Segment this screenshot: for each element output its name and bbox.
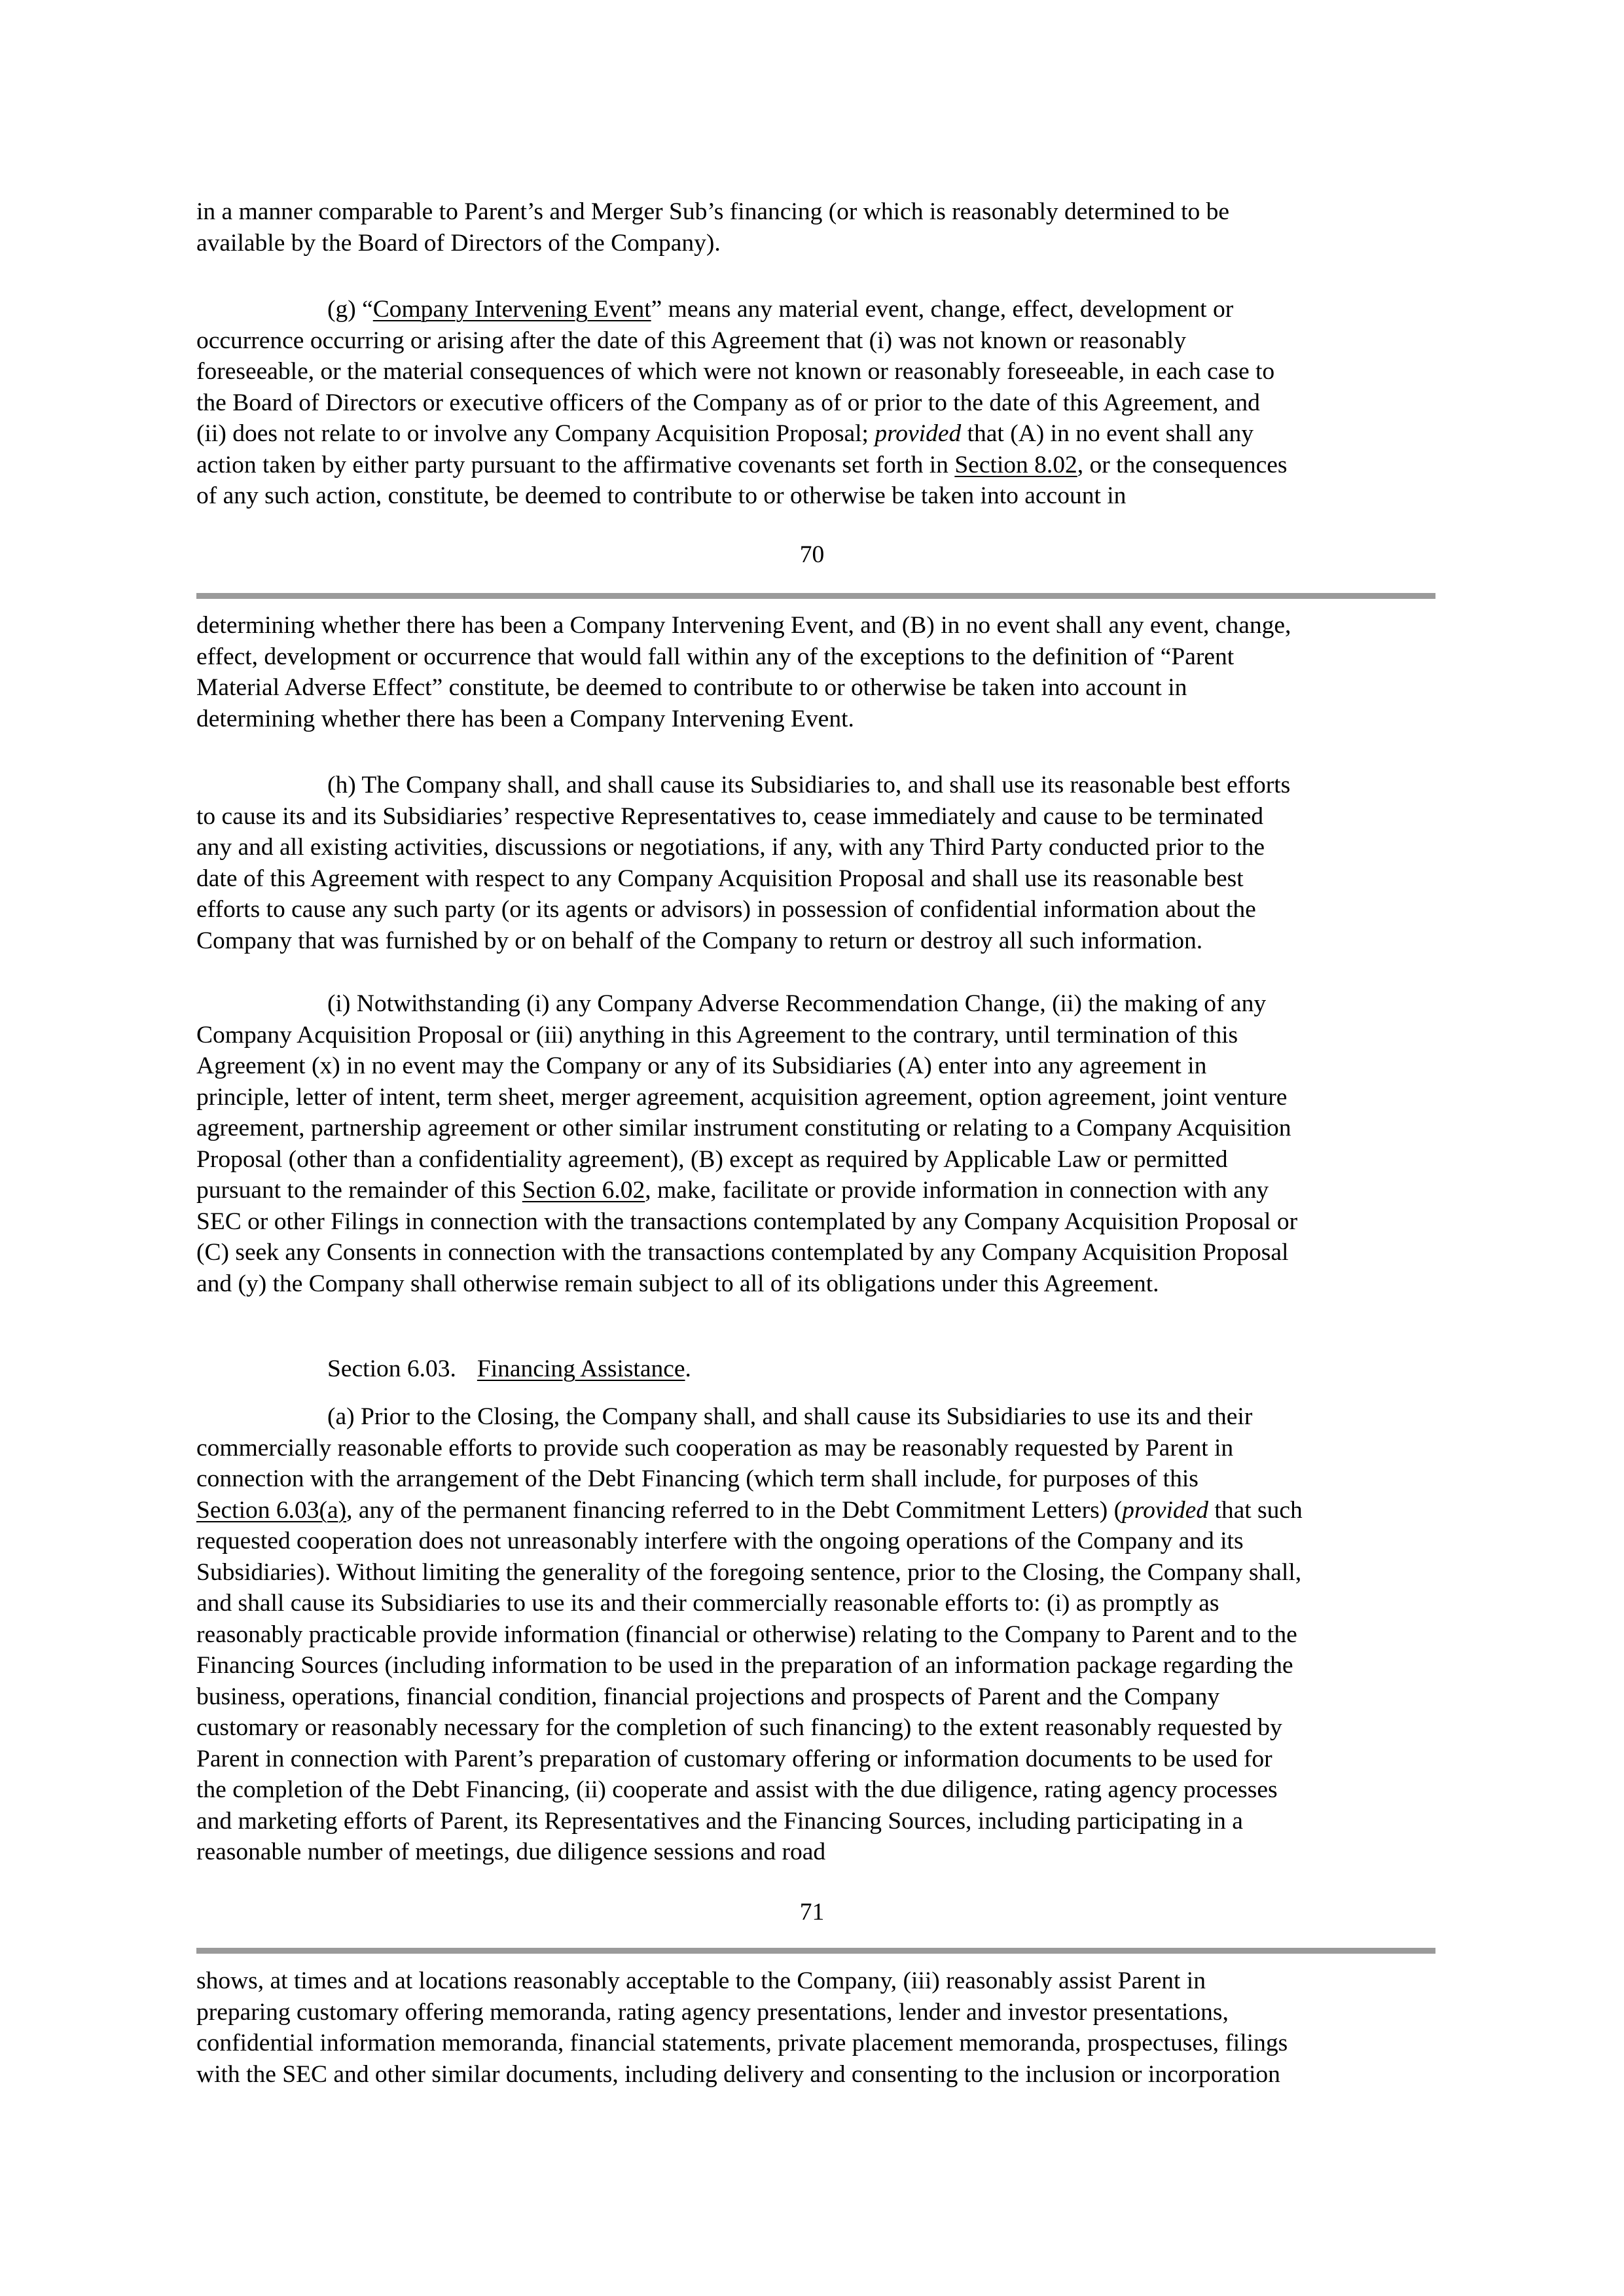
text-run: , or the consequences xyxy=(1077,451,1288,478)
text-run: (ii) does not relate to or involve any Company Acquisition Proposal; xyxy=(196,420,875,447)
text-line: principle, letter of intent, term sheet, merger agreement, acquisition agreement, option agreement, joint venture xyxy=(196,1083,1288,1111)
defined-term: Company Intervening Event xyxy=(372,296,651,323)
text-line: of any such action, constitute, be deemed to contribute to or otherwise be taken into account in xyxy=(196,482,1127,509)
text-line: preparing customary offering memoranda, rating agency presentations, lender and investor presentations, xyxy=(196,1998,1229,2026)
text-line: determining whether there has been a Company Intervening Event. xyxy=(196,705,854,732)
text-run: . xyxy=(685,1355,691,1382)
section-heading xyxy=(196,1354,1434,1385)
paragraph-g xyxy=(196,294,1434,512)
text-run: action taken by either party pursuant to the affirmative covenants set forth in xyxy=(196,451,955,478)
text-line: and marketing efforts of Parent, its Representatives and the Financing Sources, including participating in a xyxy=(196,1807,1243,1835)
page-divider xyxy=(196,593,1435,599)
text-line: confidential information memoranda, financial statements, private placement memoranda, prospectuses, filings xyxy=(196,2030,1288,2056)
text-run: ” means any material event, change, effect, development or xyxy=(651,296,1234,323)
text-line: determining whether there has been a Company Intervening Event, and (B) in no event shall any event, change, xyxy=(196,612,1291,639)
section-reference: Section 6.03(a) xyxy=(196,1496,347,1524)
text-line: Financing Sources (including information to be used in the preparation of an information package regarding the xyxy=(196,1652,1293,1679)
text-line: Agreement (x) in no event may the Company or any of its Subsidiaries (A) enter into any agreement in xyxy=(196,1052,1207,1079)
page-number: 71 xyxy=(799,1899,825,1926)
text-line: the Board of Directors or executive officers of the Company as of or prior to the date of this Agreement, and xyxy=(196,389,1260,416)
continuation-paragraph xyxy=(196,196,1434,259)
text-line: effect, development or occurrence that would fall within any of the exceptions to the definition of “Parent xyxy=(196,643,1235,670)
text-line: Parent in connection with Parent’s preparation of customary offering or information documents to be used for xyxy=(196,1745,1272,1772)
text-line xyxy=(196,418,1434,450)
text-line: occurrence occurring or arising after the date of this Agreement that (i) was not known or reasonably xyxy=(196,327,1186,354)
text-line: Proposal (other than a confidentiality agreement), (B) except as required by Applicable Law or permitted xyxy=(196,1145,1228,1173)
text-line: business, operations, financial condition, financial projections and prospects of Parent and the Company xyxy=(196,1683,1220,1710)
text-run: pursuant to the remainder of this xyxy=(196,1177,522,1204)
text-line: Subsidiaries). Without limiting the generality of the foregoing sentence, prior to the Closing, the Company shall, xyxy=(196,1558,1302,1586)
text-line: in a manner comparable to Parent’s and Merger Sub’s financing (or which is reasonably determined to be xyxy=(196,198,1230,225)
text-line: reasonably practicable provide information (financial or otherwise) relating to the Company to Parent and to the xyxy=(196,1621,1297,1648)
text-line: any and all existing activities, discussions or negotiations, if any, with any Third Party conducted prior to the xyxy=(196,834,1265,861)
text-line: available by the Board of Directors of the Company). xyxy=(196,229,721,257)
text-run: , make, facilitate or provide information in connection with any xyxy=(645,1177,1269,1204)
section-reference: Section 6.02 xyxy=(522,1177,645,1204)
text-line: reasonable number of meetings, due diligence sessions and road xyxy=(196,1839,826,1865)
text-line: to cause its and its Subsidiaries’ respective Representatives to, cease immediately and cause to be terminated xyxy=(196,802,1264,830)
text-line: the completion of the Debt Financing, (ii) cooperate and assist with the due diligence, rating agency processes xyxy=(196,1776,1278,1803)
section-heading-line xyxy=(196,1354,1434,1385)
text-line: Company Acquisition Proposal or (iii) anything in this Agreement to the contrary, until termination of this xyxy=(196,1021,1238,1049)
italic-term: provided xyxy=(1122,1496,1209,1524)
text-line: commercially reasonable efforts to provide such cooperation as may be reasonably requested by Parent in xyxy=(196,1434,1234,1462)
text-line: Company that was furnished by or on behalf of the Company to return or destroy all such information. xyxy=(196,927,1203,954)
text-line: and shall cause its Subsidiaries to use its and their commercially reasonable efforts to: (i) as promptly as xyxy=(196,1590,1219,1617)
text-line: shows, at times and at locations reasonably acceptable to the Company, (iii) reasonably assist Parent in xyxy=(196,1967,1206,1994)
page-number: 70 xyxy=(799,541,825,568)
text-line xyxy=(196,450,1434,481)
text-line: (h) The Company shall, and shall cause its Subsidiaries to, and shall use its reasonable best efforts xyxy=(327,772,1291,798)
text-run: that such xyxy=(1208,1496,1303,1524)
text-line xyxy=(196,1495,1434,1526)
text-line: requested cooperation does not unreasonably interfere with the ongoing operations of the Company and its xyxy=(196,1528,1244,1554)
text-line: customary or reasonably necessary for the completion of such financing) to the extent reasonably requested by xyxy=(196,1714,1282,1741)
text-line xyxy=(196,1175,1434,1206)
paragraph-h xyxy=(196,770,1434,956)
text-line: with the SEC and other similar documents, including delivery and consenting to the inclusion or incorporation xyxy=(196,2060,1280,2088)
text-run: , any of the permanent financing referred to in the Debt Commitment Letters) ( xyxy=(346,1496,1123,1524)
section-title: Financing Assistance xyxy=(477,1355,685,1382)
text-line: (C) seek any Consents in connection with the transactions contemplated by any Company Acquisition Proposal xyxy=(196,1239,1289,1266)
page-divider xyxy=(196,1948,1435,1954)
text-line: SEC or other Filings in connection with the transactions contemplated by any Company Acquisition Proposal or xyxy=(196,1208,1298,1235)
text-line: date of this Agreement with respect to any Company Acquisition Proposal and shall use its reasonable best xyxy=(196,865,1244,892)
paragraph-g-continuation xyxy=(196,610,1434,734)
italic-term: provided xyxy=(875,420,962,447)
text-line: efforts to cause any such party (or its agents or advisors) in possession of confidential information about the xyxy=(196,896,1256,923)
text-line: foreseeable, or the material consequences of which were not known or reasonably foreseeable, in each case to xyxy=(196,358,1275,385)
text-line: Material Adverse Effect” constitute, be deemed to contribute to or otherwise be taken into account in xyxy=(196,674,1187,701)
section-reference: Section 8.02 xyxy=(954,451,1077,478)
continuation-paragraph xyxy=(196,1965,1434,2090)
paragraph-i xyxy=(196,988,1434,1299)
text-line: agreement, partnership agreement or other similar instrument constituting or relating to a Company Acquisition xyxy=(196,1115,1291,1141)
text-line: (a) Prior to the Closing, the Company shall, and shall cause its Subsidiaries to use its and their xyxy=(327,1403,1253,1430)
paragraph-603a xyxy=(196,1401,1434,1868)
text-run: that (A) in no event shall any xyxy=(961,420,1254,447)
text-line: connection with the arrangement of the Debt Financing (which term shall include, for purposes of this xyxy=(196,1465,1199,1492)
text-line xyxy=(196,294,1434,325)
text-run: (g) “ xyxy=(327,296,373,323)
text-line: and (y) the Company shall otherwise remain subject to all of its obligations under this Agreement. xyxy=(196,1270,1159,1297)
section-number: Section 6.03. xyxy=(327,1355,456,1382)
text-line: (i) Notwithstanding (i) any Company Adverse Recommendation Change, (ii) the making of any xyxy=(327,990,1267,1017)
